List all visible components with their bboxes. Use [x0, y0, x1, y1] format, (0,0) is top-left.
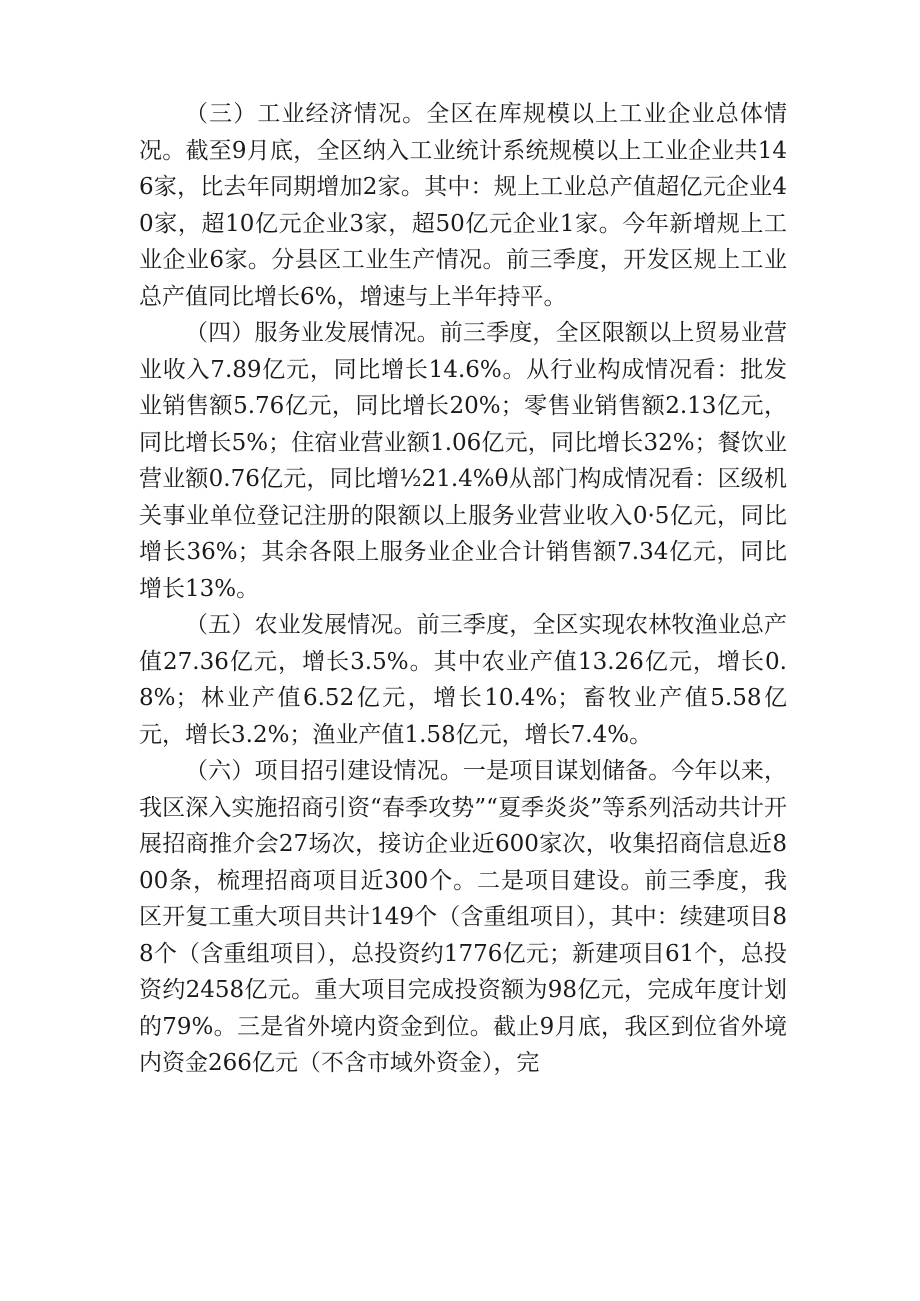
document-body — [139, 96, 787, 1082]
paragraph-service-industry: （四）服务业发展情况。前三季度，全区限额以上贸易业营业收入7.89亿元，同比增长14.6%。从行业构成情况看：批发业销售额5.76亿元，同比增长20%；零售业销售额2.13亿元，同比增长5%；住宿业营业额1.06亿元，同比增长32%；餐饮业营业额0.76亿元，同比增½21.4%θ从部门构成情况看：区级机关事业单位登记注册的限额以上服务业营业收入0·5亿元，同比增长36%；其余各限上服务业企业合计销售额7.34亿元，同比增长13%。 — [139, 320, 787, 602]
paragraph-project-investment: （六）项目招引建设情况。一是项目谋划储备。今年以来，我区深入实施招商引资“春季攻势”“夏季炎炎”等系列活动共计开展招商推介会27场次，接访企业近600家次，收集招商信息近800条，梳理招商项目近300个。二是项目建设。前三季度，我区开复工重大项目共计149个（含重组项目），其中：续建项目88个（含重组项目），总投资约1776亿元；新建项目61个，总投资约2458亿元。重大项目完成投资额为98亿元，完成年度计划的79%。三是省外境内资金到位。截止9月底，我区到位省外境内资金266亿元（不含市域外资金），完 — [139, 758, 787, 1076]
paragraph-agriculture: （五）农业发展情况。前三季度，全区实现农林牧渔业总产值27.36亿元，增长3.5%。其中农业产值13.26亿元，增长0.8%；林业产值6.52亿元，增长10.4%；畜牧业产值5.58亿元，增长3.2%；渔业产值1.58亿元，增长7.4%。 — [139, 612, 787, 748]
paragraph-industrial-economy: （三）工业经济情况。全区在库规模以上工业企业总体情况。截至9月底，全区纳入工业统计系统规模以上工业企业共146家，比去年同期增加2家。其中：规上工业总产值超亿元企业40家，超10亿元企业3家，超50亿元企业1家。今年新增规上工业企业6家。分县区工业生产情况。前三季度，开发区规上工业总产值同比增长6%，增速与上半年持平。 — [139, 101, 787, 310]
